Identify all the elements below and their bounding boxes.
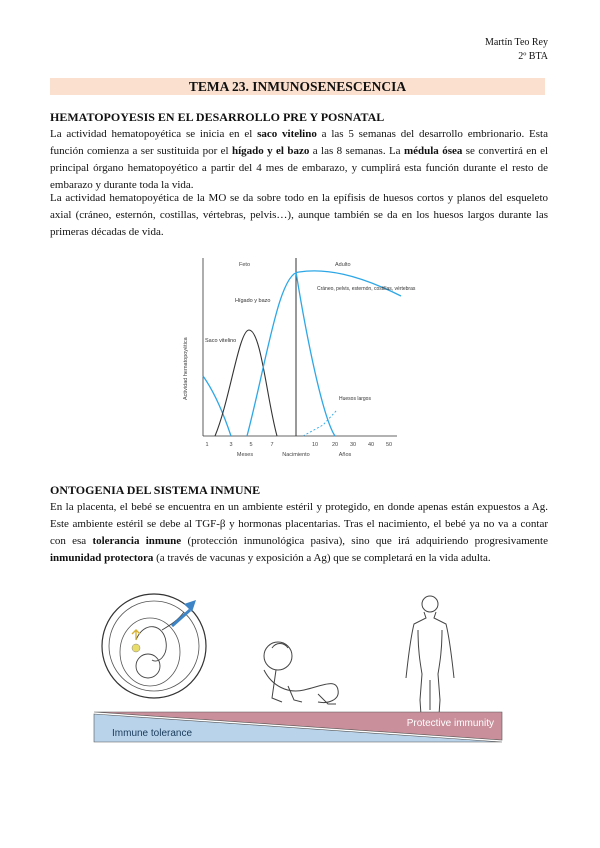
hematopoiesis-chart	[175, 250, 416, 462]
label-saco-vitelino: Saco vitelino	[205, 338, 237, 344]
series-saco-vitelino	[203, 376, 231, 436]
section-heading-hematopoyesis: HEMATOPOYESIS EN EL DESARROLLO PRE Y POSNATAL	[50, 110, 385, 124]
series-medula-craneo	[247, 271, 401, 436]
tick-year-20: 20	[331, 442, 339, 448]
term-tolerancia-inmune: tolerancia inmune	[92, 535, 182, 547]
crawling-baby-illustration	[264, 642, 338, 704]
x-group-meses: Meses	[236, 452, 254, 458]
paragraph-hematopoyesis-1: La actividad hematopoyética se inicia en el saco vitelino a las 5 semanas del desarrollo embrionario. Esta función comienza a ser sustituida por el hígado y el bazo a las 8 semanas. La médula ósea se convertirá en el principal órgano hematopoyético a partir del 4 mes de embarazo, y cumplirá esta función durante el resto de embarazo y durante toda la vida.	[50, 128, 549, 191]
page-header	[485, 36, 548, 64]
course-label: 2º BTA	[518, 51, 548, 62]
page-title: TEMA 23. INMUNOSENESCENCIA	[50, 78, 545, 95]
immune-tolerance-label: Immune tolerance	[112, 728, 193, 739]
term-inmunidad-protectora: inmunidad protectora	[50, 552, 154, 564]
label-huesos-largos: Huesos largos	[339, 396, 371, 402]
series-huesos-largos	[296, 272, 335, 436]
tick-month-3: 3	[229, 442, 233, 448]
tick-year-50: 50	[385, 442, 393, 448]
region-feto: Feto	[239, 262, 251, 268]
fetus-in-womb-illustration	[102, 594, 206, 698]
label-higado-bazo: Hígado y bazo	[235, 298, 271, 304]
term-medula-osea: médula ósea	[403, 145, 463, 157]
x-group-nacimiento: Nacimiento	[282, 452, 310, 458]
region-adulto: Adulto	[335, 262, 351, 268]
author-name: Martín Teo Rey	[485, 37, 548, 48]
month-ticks	[205, 442, 273, 448]
tick-year-40: 40	[367, 442, 375, 448]
tick-year-30: 30	[349, 442, 357, 448]
tick-year-10: 10	[311, 442, 319, 448]
tick-month-1: 1	[205, 442, 209, 448]
tick-month-5: 5	[249, 442, 253, 448]
protective-immunity-label: Protective immunity	[406, 718, 494, 729]
paragraph-ontogenia: En la placenta, el bebé se encuentra en un ambiente estéril y protegido, en donde apenas están expuestos a Ag. Este ambiente estéril se debe al TGF-β y hormonas placentarias. Tras el nacimiento, el bebé ya no va a contar con esa tolerancia inmune (protección inmunológica pasiva), sino que irá adquiriendo progresivamente inmunidad protectora (a través de vacunas y exposición a Ag) que se completará en la vida adulta.	[50, 501, 548, 564]
ontogeny-figure	[92, 590, 512, 750]
x-group-anos: Años	[338, 452, 352, 458]
label-craneo-pelvis: Cráneo, pelvis, esternón, costillas, vértebras	[317, 286, 416, 292]
tick-month-7: 7	[270, 442, 274, 448]
y-axis-label: Actividad hematopoyética	[183, 337, 189, 400]
section-heading-ontogenia: ONTOGENIA DEL SISTEMA INMUNE	[50, 483, 261, 497]
term-saco-vitelino: saco vitelino	[257, 128, 317, 140]
series-huesos-largos-tail	[303, 410, 337, 436]
year-ticks	[312, 442, 392, 448]
term-higado-bazo: hígado y el bazo	[231, 145, 310, 157]
paragraph-hematopoyesis-2: La actividad hematopoyética de la MO se da sobre todo en la epífisis de huesos cortos y planos del esqueleto axial (cráneo, esternón, costillas, vértebras, pelvis…), aunque también se da en los huesos largos durante las primeras décadas de vida.	[50, 192, 548, 238]
